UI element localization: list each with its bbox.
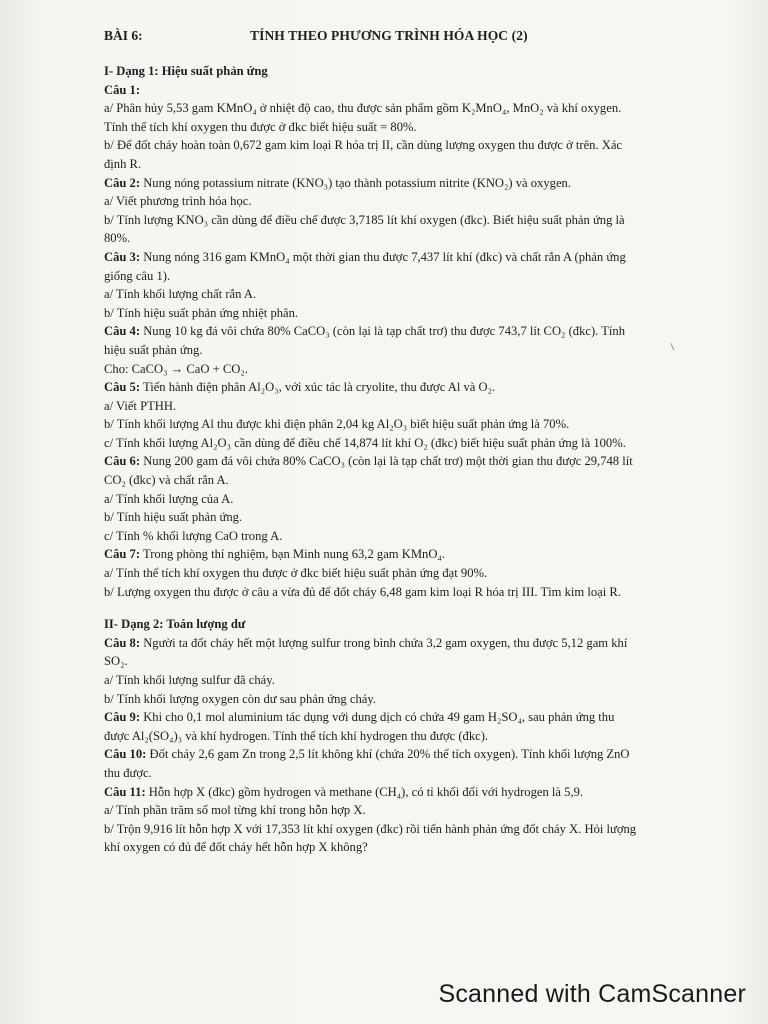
text-line bbox=[104, 452, 700, 471]
text-line bbox=[104, 490, 700, 509]
text-line bbox=[104, 229, 700, 248]
exercise-content bbox=[104, 62, 700, 857]
text-run: Tính thể tích khí oxygen thu được ở đkc biết hiệu suất = 80%. bbox=[104, 119, 417, 134]
text-run: Người ta đốt cháy hết một lượng sulfur trong bình chứa 3,2 gam oxygen, thu được 5,12 gam khí bbox=[140, 635, 628, 650]
text-line bbox=[104, 634, 700, 653]
text-run: a/ Tính thể tích khí oxygen thu được ở đkc biết hiệu suất phản ứng đạt 90%. bbox=[104, 566, 488, 581]
text-run: Nung 10 kg đá vôi chứa 80% CaCO₃ (còn lại là tạp chất trơ) thu được 743,7 lít CO₂ (đkc). Tính bbox=[140, 324, 625, 339]
text-run: khí oxygen có đủ để đốt cháy hết hỗn hợp X không? bbox=[104, 840, 368, 855]
text-run: a/ Phân hủy 5,53 gam KMnO₄ ở nhiệt độ cao, thu được sản phẩm gồm K₂MnO₄, MnO₂ và khí oxygen. bbox=[104, 101, 622, 116]
text-line bbox=[104, 434, 700, 453]
text-line bbox=[104, 764, 700, 783]
text-run: a/ Tính khối lượng của A. bbox=[104, 491, 234, 506]
scanner-watermark: Scanned with CamScanner bbox=[438, 980, 746, 1008]
text-line bbox=[104, 155, 700, 174]
text-line bbox=[104, 583, 700, 602]
text-line bbox=[104, 192, 700, 211]
text-line bbox=[104, 248, 700, 267]
text-line bbox=[104, 118, 700, 137]
text-run: SO₂. bbox=[104, 654, 128, 669]
text-line bbox=[104, 267, 700, 286]
text-line bbox=[104, 471, 700, 490]
bold-label: Câu 6: bbox=[104, 454, 141, 469]
text-line bbox=[104, 397, 700, 416]
text-run: b/ Tính hiệu suất phản ứng. bbox=[104, 510, 243, 525]
text-line bbox=[104, 341, 700, 360]
text-line bbox=[104, 136, 700, 155]
text-run: a/ Viết PTHH. bbox=[104, 398, 177, 413]
text-line bbox=[104, 378, 700, 397]
bold-label: II- Dạng 2: Toán lượng dư bbox=[104, 617, 246, 632]
text-line bbox=[104, 81, 700, 100]
bold-label: I- Dạng 1: Hiệu suất phản ứng bbox=[104, 64, 268, 78]
text-line bbox=[104, 527, 700, 546]
text-run: Nung nóng 316 gam KMnO₄ một thời gian thu được 7,437 lít khí (đkc) và chất rắn A (phản ứng bbox=[140, 249, 626, 264]
text-run: Khi cho 0,1 mol aluminium tác dụng với dung dịch có chứa 49 gam H₂SO₄, sau phản ứng thu bbox=[140, 710, 615, 725]
text-run: b/ Tính lượng KNO₃ cần dùng để điều chế được 3,7185 lít khí oxygen (đkc). Biết hiệu suất phản ứng là bbox=[104, 212, 625, 227]
bold-label: Câu 4: bbox=[104, 324, 141, 339]
text-run: b/ Lượng oxygen thu được ở câu a vừa đủ để đốt cháy 6,48 gam kim loại R hóa trị III. Tìm kim loại R. bbox=[104, 584, 621, 599]
text-run: b/ Tính hiệu suất phản ứng nhiệt phân. bbox=[104, 305, 299, 320]
text-line bbox=[104, 545, 700, 564]
text-run: Trong phòng thí nghiệm, bạn Minh nung 63,2 gam KMnO₄. bbox=[140, 547, 445, 562]
text-run: a/ Tính khối lượng sulfur đã cháy. bbox=[104, 673, 275, 687]
bold-label: Câu 8: bbox=[104, 635, 141, 650]
text-line bbox=[104, 174, 700, 193]
text-run: a/ Tính phần trăm số mol từng khí trong hỗn hợp X. bbox=[104, 803, 366, 818]
text-run: Cho: CaCO₃ → CaO + CO₂. bbox=[104, 361, 248, 376]
text-line bbox=[104, 62, 700, 81]
text-run: Tiến hành điện phân Al₂O₃, với xúc tác là cryolite, thu được Al và O₂. bbox=[140, 380, 496, 395]
text-run: b/ Tính khối lượng oxygen còn dư sau phản ứng cháy. bbox=[104, 691, 376, 706]
text-line bbox=[104, 564, 700, 583]
text-line bbox=[104, 801, 700, 820]
bold-label: Câu 2: bbox=[104, 175, 141, 190]
text-line bbox=[104, 690, 700, 709]
text-line bbox=[104, 838, 700, 857]
text-line bbox=[104, 745, 700, 764]
text-line bbox=[104, 727, 700, 746]
text-run: Nung 200 gam đá vôi chứa 80% CaCO₃ (còn lại là tạp chất trơ) một thời gian thu được 29,748 lít bbox=[140, 454, 633, 469]
bold-label: Câu 10: bbox=[104, 747, 147, 762]
text-run: Hỗn hợp X (đkc) gồm hydrogen và methane (CH₄), có tỉ khối đối với hydrogen là 5,9. bbox=[145, 784, 584, 799]
text-line bbox=[104, 783, 700, 802]
bold-label: Câu 3: bbox=[104, 249, 141, 264]
text-run: CO₂ (đkc) và chất rắn A. bbox=[104, 473, 229, 488]
page-title: TÍNH THEO PHƯƠNG TRÌNH HÓA HỌC (2) bbox=[250, 28, 528, 43]
text-line bbox=[104, 360, 700, 379]
text-run: c/ Tính % khối lượng CaO trong A. bbox=[104, 528, 283, 543]
text-run: được Al₂(SO₄)₃ và khí hydrogen. Tính thể tích khí hydrogen thu được (đkc). bbox=[104, 728, 489, 743]
text-line bbox=[104, 211, 700, 230]
text-run: hiệu suất phản ứng. bbox=[104, 342, 203, 357]
bold-label: Câu 1: bbox=[104, 82, 141, 97]
section-gap bbox=[104, 601, 700, 615]
text-line bbox=[104, 415, 700, 434]
text-run: a/ Viết phương trình hóa học. bbox=[104, 194, 252, 209]
bold-label: Câu 5: bbox=[104, 380, 141, 395]
bold-label: Câu 7: bbox=[104, 547, 141, 562]
text-run: thu được. bbox=[104, 765, 152, 780]
text-line bbox=[104, 652, 700, 671]
text-line bbox=[104, 285, 700, 304]
text-line bbox=[104, 708, 700, 727]
text-line bbox=[104, 508, 700, 527]
text-run: c/ Tính khối lượng Al₂O₃ cần dùng để điều chế 14,874 lít khí O₂ (đkc) biết hiệu suất phản ứng là 100%. bbox=[104, 435, 626, 450]
lesson-number: BÀI 6: bbox=[104, 28, 143, 43]
text-line bbox=[104, 671, 700, 690]
text-line bbox=[104, 99, 700, 118]
text-run: b/ Tính khối lượng Al thu được khi điện phân 2,04 kg Al₂O₃ biết hiệu suất phản ứng là 70%. bbox=[104, 417, 570, 432]
text-run: b/ Trộn 9,916 lít hỗn hợp X với 17,353 lít khí oxygen (đkc) rồi tiến hành phản ứng đốt cháy X. Hỏi lượng bbox=[104, 821, 637, 836]
text-run: 80%. bbox=[104, 231, 131, 246]
text-run: a/ Tính khối lượng chất rắn A. bbox=[104, 287, 257, 302]
text-line bbox=[104, 820, 700, 839]
text-run: b/ Để đốt cháy hoàn toàn 0,672 gam kim loại R hóa trị II, cần dùng lượng oxygen thu được ở trên. Xác bbox=[104, 138, 623, 153]
text-line bbox=[104, 615, 700, 634]
text-run: định R. bbox=[104, 156, 142, 171]
bold-label: Câu 11: bbox=[104, 784, 146, 799]
text-line bbox=[104, 322, 700, 341]
text-line bbox=[104, 304, 700, 323]
text-run: Nung nóng potassium nitrate (KNO₃) tạo thành potassium nitrite (KNO₂) và oxygen. bbox=[140, 175, 571, 190]
bold-label: Câu 9: bbox=[104, 710, 141, 725]
text-run: Đốt cháy 2,6 gam Zn trong 2,5 lít không khí (chứa 20% thể tích oxygen). Tính khối lượng ZnO bbox=[146, 747, 630, 762]
text-run: giống câu 1). bbox=[104, 268, 171, 283]
